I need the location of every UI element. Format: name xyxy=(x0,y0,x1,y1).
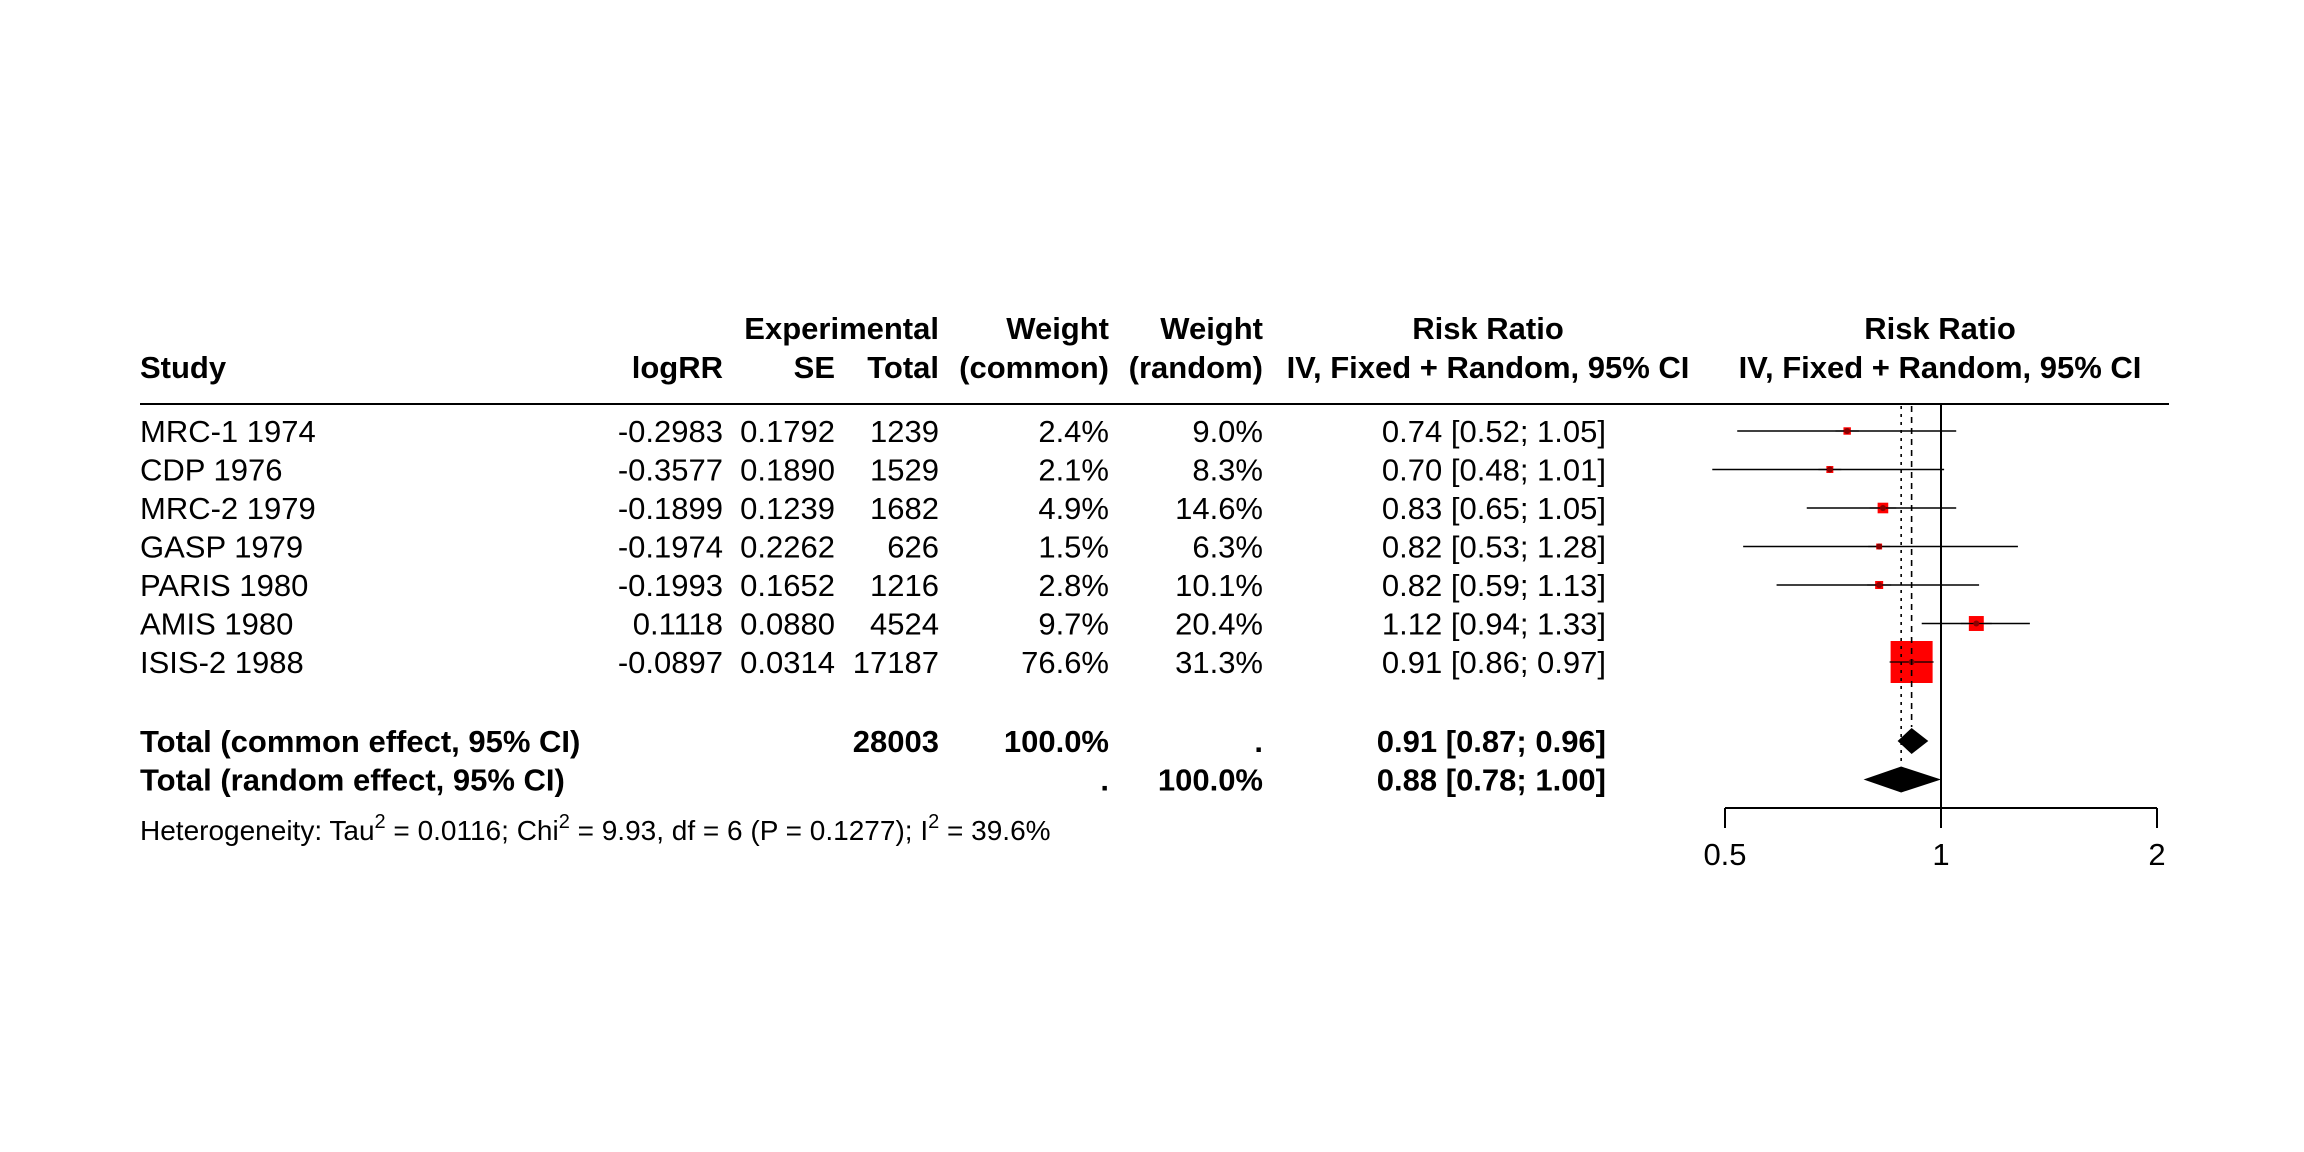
se-value: 0.1239 xyxy=(740,491,835,526)
summary-weight-random-value: . xyxy=(1254,724,1263,759)
effect-point xyxy=(1880,505,1886,511)
risk-ratio-ci-value: 0.74 [0.52; 1.05] xyxy=(1381,414,1606,449)
summary-diamond xyxy=(1898,728,1929,754)
x-axis-tick-label: 0.5 xyxy=(1703,837,1747,872)
heterogeneity-part: = 39.6% xyxy=(939,815,1051,846)
summary-ci-value: 0.88 [0.78; 1.00] xyxy=(1376,762,1606,798)
study-name: AMIS 1980 xyxy=(140,606,294,642)
se-value: 0.1652 xyxy=(740,568,835,603)
effect-point xyxy=(1827,467,1833,473)
logrr-value: -0.3577 xyxy=(617,452,723,488)
total-value: 1529 xyxy=(870,452,939,488)
se-value: 0.0880 xyxy=(740,606,835,642)
weight-common-value: 2.4% xyxy=(1038,414,1109,449)
superscript: 2 xyxy=(374,811,386,833)
summary-weight-random-value: 100.0% xyxy=(1157,762,1263,798)
superscript: 2 xyxy=(928,811,940,833)
header-plot-risk-ratio: Risk Ratio xyxy=(1864,311,2016,346)
risk-ratio-ci-value: 1.12 [0.94; 1.33] xyxy=(1381,606,1606,642)
weight-random-value: 20.4% xyxy=(1175,606,1263,642)
effect-point xyxy=(1876,544,1882,550)
study-name: ISIS-2 1988 xyxy=(140,645,304,680)
table-row xyxy=(140,645,1606,680)
x-axis-tick-label: 2 xyxy=(2148,837,2166,872)
summary-weight-common-value: 100.0% xyxy=(1003,724,1109,759)
heterogeneity-part: = 0.0116; Chi xyxy=(385,815,559,846)
risk-ratio-ci-value: 0.83 [0.65; 1.05] xyxy=(1381,491,1606,526)
heterogeneity-part: = 9.93, df = 6 (P = 0.1277); I xyxy=(569,815,929,846)
weight-common-value: 76.6% xyxy=(1021,645,1109,680)
weight-random-value: 6.3% xyxy=(1192,529,1263,565)
logrr-value: -0.1974 xyxy=(617,529,723,565)
summary-total-value: 28003 xyxy=(852,724,939,759)
weight-common-value: 2.1% xyxy=(1038,452,1109,488)
header-logrr: logRR xyxy=(631,350,723,385)
summary-label: Total (common effect, 95% CI) xyxy=(140,724,581,759)
weight-random-value: 31.3% xyxy=(1175,645,1263,680)
logrr-value: -0.1993 xyxy=(617,568,723,603)
header-study: Study xyxy=(140,350,227,385)
se-value: 0.2262 xyxy=(740,529,835,565)
header-experimental: Experimental xyxy=(744,311,939,346)
table-row xyxy=(140,453,1606,488)
effect-point xyxy=(1844,428,1850,434)
summary-weight-common-value: . xyxy=(1100,762,1109,798)
logrr-value: -0.2983 xyxy=(617,414,723,449)
effect-point xyxy=(1876,582,1882,588)
header-plot-method: IV, Fixed + Random, 95% CI xyxy=(1738,350,2142,385)
study-name: PARIS 1980 xyxy=(140,568,309,603)
weight-random-value: 14.6% xyxy=(1175,491,1263,526)
superscript: 2 xyxy=(558,811,570,833)
risk-ratio-ci-value: 0.82 [0.59; 1.13] xyxy=(1381,568,1606,603)
table-row xyxy=(140,414,1606,449)
weight-common-value: 4.9% xyxy=(1038,491,1109,526)
weight-common-value: 2.8% xyxy=(1038,568,1109,603)
summary-row xyxy=(140,724,1606,759)
summary-label: Total (random effect, 95% CI) xyxy=(140,762,565,798)
se-value: 0.0314 xyxy=(740,645,835,680)
x-axis xyxy=(1703,808,2165,872)
total-value: 626 xyxy=(887,529,939,565)
heterogeneity-part: Heterogeneity: Tau xyxy=(140,815,375,846)
table-row xyxy=(140,568,1606,603)
table-row xyxy=(140,491,1606,526)
header-weight-common: Weight xyxy=(1006,311,1109,346)
effect-point xyxy=(1973,621,1979,627)
weight-common-value: 9.7% xyxy=(1038,606,1109,642)
header-weight-random-sub: (random) xyxy=(1128,350,1263,385)
weight-random-value: 10.1% xyxy=(1175,568,1263,603)
logrr-value: -0.1899 xyxy=(617,491,723,526)
weight-common-value: 1.5% xyxy=(1038,529,1109,565)
summary-ci-value: 0.91 [0.87; 0.96] xyxy=(1376,724,1606,759)
total-value: 4524 xyxy=(870,606,939,642)
header-se: SE xyxy=(793,350,835,385)
summary-rows xyxy=(140,724,1606,798)
risk-ratio-ci-value: 0.91 [0.86; 0.97] xyxy=(1381,645,1606,680)
header-weight-common-sub: (common) xyxy=(959,350,1109,385)
weight-random-value: 8.3% xyxy=(1192,452,1263,488)
logrr-value: 0.1118 xyxy=(632,606,723,642)
weight-random-value: 9.0% xyxy=(1192,414,1263,449)
se-value: 0.1792 xyxy=(740,414,835,449)
table-header xyxy=(140,311,2141,385)
study-name: MRC-1 1974 xyxy=(140,414,316,449)
header-total: Total xyxy=(867,350,939,385)
study-name: CDP 1976 xyxy=(140,452,283,488)
summary-row xyxy=(140,763,1606,798)
plot-area xyxy=(1712,404,2030,808)
study-rows xyxy=(140,414,1606,680)
total-value: 1239 xyxy=(870,414,939,449)
header-risk-ratio-method: IV, Fixed + Random, 95% CI xyxy=(1286,350,1690,385)
se-value: 0.1890 xyxy=(740,452,835,488)
risk-ratio-ci-value: 0.82 [0.53; 1.28] xyxy=(1381,529,1606,565)
total-value: 1216 xyxy=(870,568,939,603)
header-weight-random: Weight xyxy=(1160,311,1263,346)
total-value: 17187 xyxy=(852,645,939,680)
risk-ratio-ci-value: 0.70 [0.48; 1.01] xyxy=(1381,452,1606,488)
heterogeneity-text xyxy=(140,811,1051,846)
study-name: GASP 1979 xyxy=(140,529,304,565)
header-risk-ratio: Risk Ratio xyxy=(1412,311,1564,346)
study-name: MRC-2 1979 xyxy=(140,491,316,526)
total-value: 1682 xyxy=(870,491,939,526)
x-axis-tick-label: 1 xyxy=(1932,837,1950,872)
logrr-value: -0.0897 xyxy=(617,645,723,680)
table-row xyxy=(140,607,1606,642)
table-row xyxy=(140,530,1606,565)
summary-diamond xyxy=(1864,767,1941,793)
